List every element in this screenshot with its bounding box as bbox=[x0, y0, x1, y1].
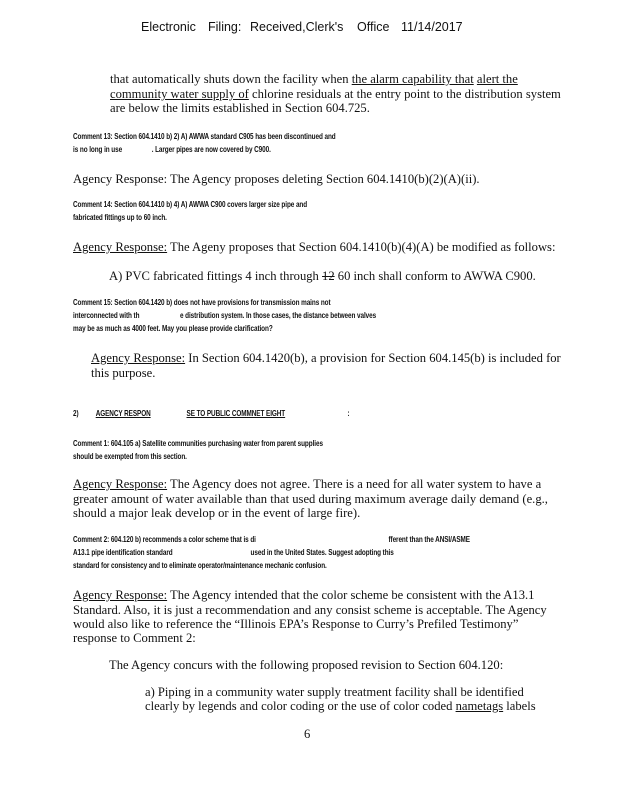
comment-2-line2: A13.1 pipe identification standard used in the United States. Suggest adopting this bbox=[73, 548, 394, 557]
response-13: Agency Response: The Agency proposes deleting Section 604.1410(b)(2)(A)(ii). bbox=[73, 172, 480, 186]
comment-14-line1: Comment 14: Section 604.1410 b) 4) A) AWWA C900 covers larger size pipe and bbox=[73, 200, 308, 209]
response-2: Agency Response: The Agency intended that the color scheme be consistent with the A13.1 bbox=[73, 588, 535, 602]
p1-line1: that automatically shuts down the facility when the alarm capability that alert the bbox=[110, 72, 518, 86]
comment-15-line3: may be as much as 4000 feet. May you please provide clarification? bbox=[73, 324, 273, 333]
concur-paragraph: The Agency concurs with the following proposed revision to Section 604.120: bbox=[109, 658, 504, 672]
section-2-heading: 2) AGENCY RESPON SE TO PUBLIC COMMNET EIGHT : bbox=[73, 409, 350, 418]
header-filing: Filing: bbox=[208, 20, 242, 34]
response-2-line3: would also like to reference the “Illinois EPA’s Response to Curry’s Prefiled Testimony” bbox=[73, 617, 519, 631]
response-14: Agency Response: The Ageny proposes that Section 604.1410(b)(4)(A) be modified as follows: bbox=[73, 240, 556, 254]
page-number: 6 bbox=[304, 727, 311, 741]
response-1-line3: should a major leak develop or in the event of large fire). bbox=[73, 506, 361, 520]
header-office: Office bbox=[357, 20, 390, 34]
item-a-line2: clearly by legends and color coding or the use of color coded nametags labels bbox=[145, 699, 536, 713]
response-15: Agency Response: In Section 604.1420(b), a provision for Section 604.145(b) is included for bbox=[91, 351, 561, 365]
p1-line2: community water supply of chlorine residuals at the entry point to the distribution system bbox=[110, 87, 561, 101]
comment-2-line1: Comment 2: 604.120 b) recommends a color scheme that is di fferent than the ANSI/ASME bbox=[73, 535, 470, 544]
comment-1-line1: Comment 1: 604.105 a) Satellite communities purchasing water from parent supplies bbox=[73, 439, 323, 448]
response-2-line4: response to Comment 2: bbox=[73, 631, 196, 645]
response-14-item-a: A) PVC fabricated fittings 4 inch through 12 60 inch shall conform to AWWA C900. bbox=[109, 269, 536, 283]
response-2-line2: Standard. Also, it is just a recommendation and any consist scheme is acceptable. The Agency bbox=[73, 603, 547, 617]
comment-13-line2: is no long in use . Larger pipes are now covered by C900. bbox=[73, 145, 271, 154]
header-received: Received,Clerk's bbox=[250, 20, 344, 34]
header-electronic: Electronic bbox=[141, 20, 196, 34]
item-a-line1: a) Piping in a community water supply treatment facility shall be identified bbox=[145, 685, 524, 699]
comment-15-line1: Comment 15: Section 604.1420 b) does not have provisions for transmission mains not bbox=[73, 298, 331, 307]
header-date: 11/14/2017 bbox=[401, 20, 463, 34]
comment-2-line3: standard for consistency and to eliminate operator/maintenance mechanic confusion. bbox=[73, 561, 327, 570]
comment-14-line2: fabricated fittings up to 60 inch. bbox=[73, 213, 167, 222]
comment-13-line1: Comment 13: Section 604.1410 b) 2) A) AWWA standard C905 has been discontinued and bbox=[73, 132, 336, 141]
comment-1-line2: should be exempted from this section. bbox=[73, 452, 187, 461]
response-1: Agency Response: The Agency does not agree. There is a need for all water system to have a bbox=[73, 477, 542, 491]
response-1-line2: greater amount of water available than that used during maximum average daily demand (e.g., bbox=[73, 492, 548, 506]
response-15-line2: this purpose. bbox=[91, 366, 156, 380]
p1-line3: are below the limits established in Section 604.725. bbox=[110, 101, 370, 115]
comment-15-line2: interconnected with th e distribution system. In those cases, the distance between valves bbox=[73, 311, 377, 320]
